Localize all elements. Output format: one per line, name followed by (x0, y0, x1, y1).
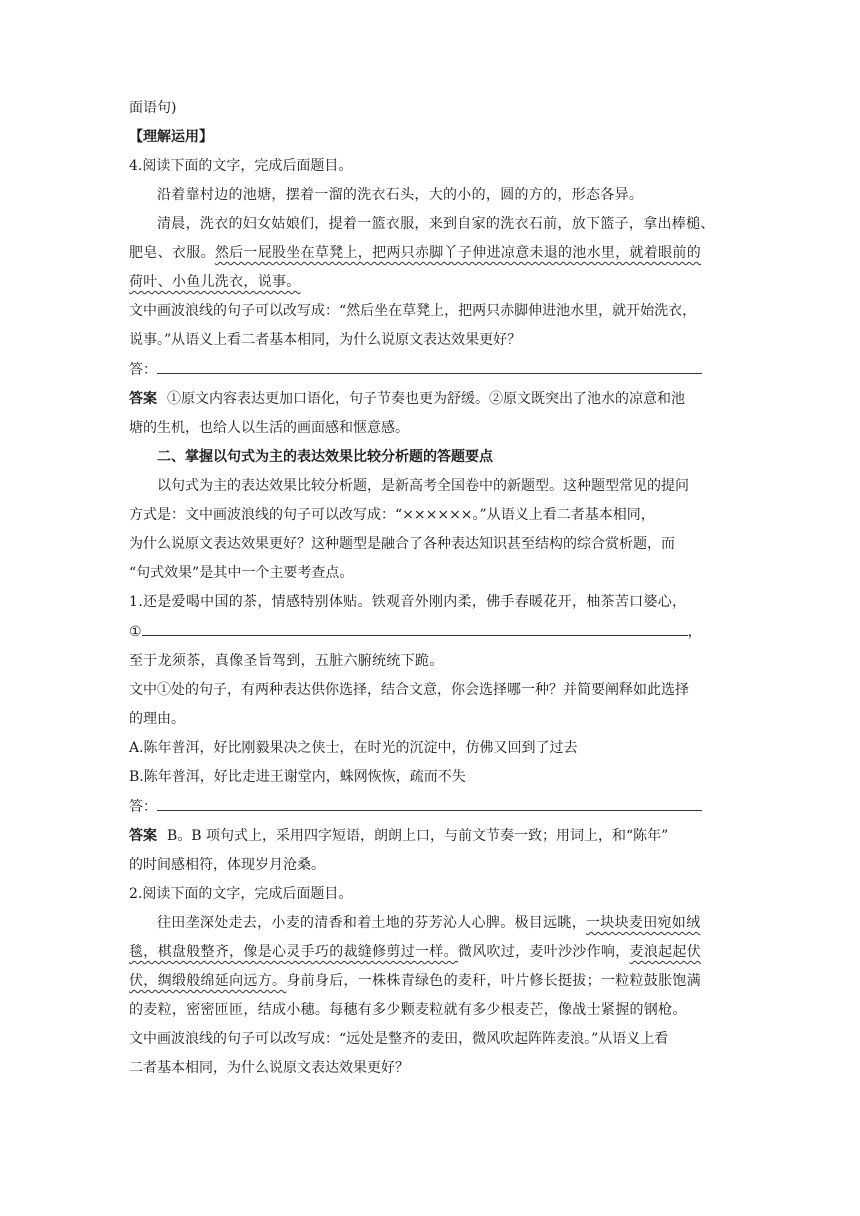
wavy-underlined-text: 然后一屁股坐在草凳上，把两只赤脚丫子伸进凉意未退的池水里，就着眼前的 (214, 245, 702, 261)
answer-prompt: 答： (129, 799, 157, 815)
text-line: 面语句) (129, 100, 177, 116)
blank-comma: ， (687, 624, 702, 640)
section-label: 【理解运用】 (129, 129, 213, 145)
passage-text: 肥皂、衣服。 (129, 245, 215, 261)
passage-text: 身前身后，一株株青绿色的麦秆，叶片修长挺拔；一粒粒鼓胀饱满 (286, 973, 702, 989)
answer-text: B。B 项句式上，采用四字短语，朗朗上口，与前文节奏一致；用词上，和“陈年” (167, 828, 669, 844)
question-line: 二者基本相同，为什么说原文表达效果更好？ (129, 1060, 409, 1076)
answer-text-line (129, 826, 741, 846)
answer-line (129, 359, 741, 380)
passage-line: 至于龙须茶，真像圣旨驾到，五脏六腑统统下跪。 (129, 653, 444, 669)
answer-line (129, 796, 741, 817)
question-line: 的理由。 (129, 711, 185, 727)
fill-blank-line (129, 621, 741, 642)
answer-blank (157, 796, 702, 811)
answer-text-line: 的时间感相符，体现岁月沧桑。 (129, 857, 325, 873)
question-line: 文中画波浪线的句子可以改写成：“远处是整齐的麦田，微风吹起阵阵麦浪。”从语义上看 (129, 1031, 669, 1047)
passage-line (129, 272, 741, 292)
body-line: 为什么说原文表达效果更好？这种题型是融合了各种表达知识甚至结构的综合赏析题，而 (129, 536, 675, 552)
question-title: 2.阅读下面的文字，完成后面题目。 (129, 886, 353, 902)
passage-line: 1.还是爱喝中国的茶，情感特别体贴。铁观音外刚内柔，佛手春暖花开，柚茶苦口婆心， (129, 594, 687, 610)
fill-blank (142, 621, 688, 636)
answer-blank (157, 359, 702, 374)
wavy-underlined-text: 麦浪起起伏 (629, 944, 702, 960)
passage-line: 的麦粒，密密匝匝，结成小穗。每穗有多少颗麦粒就有多少根麦芒，像战士紧握的钢枪。 (129, 1002, 687, 1018)
wavy-underlined-text: 伏，绸缎般绵延向远方。 (129, 973, 287, 989)
option-a: A.陈年普洱，好比刚毅果决之侠士，在时光的沉淀中，仿佛又回到了过去 (129, 740, 578, 756)
answer-text-line (129, 389, 741, 409)
wavy-underlined-text: 毯，棋盘般整齐，像是心灵手巧的裁缝修剪过一样。 (129, 944, 458, 960)
section-heading: 二、掌握以句式为主的表达效果比较分析题的答题要点 (157, 449, 493, 465)
blank-marker: ① (129, 624, 142, 640)
passage-line: 清晨，洗衣的妇女姑娘们，提着一篮衣服，来到自家的洗衣石前，放下篮子，拿出棒槌、 (157, 216, 715, 232)
wavy-underlined-text: 一块块麦田宛如绒 (586, 915, 701, 931)
question-line: 文中画波浪线的句子可以改写成：“然后坐在草凳上，把两只赤脚伸进池水里，就开始洗衣， (129, 303, 697, 319)
passage-text: 微风吹过，麦叶沙沙作响， (457, 944, 630, 960)
question-title: 4.阅读下面的文字，完成后面题目。 (129, 158, 353, 174)
option-b: B.陈年普洱，好比走进王谢堂内，蛛网恢恢，疏而不失 (129, 769, 466, 785)
passage-line (129, 913, 741, 933)
passage-text: 往田垄深处走去，小麦的清香和着土地的芬芳沁人心脾。极目远眺， (157, 915, 586, 931)
answer-text-line: 塘的生机，也给人以生活的画面感和惬意感。 (129, 420, 409, 436)
body-line: “句式效果”是其中一个主要考查点。 (129, 565, 354, 581)
body-line: 以句式为主的表达效果比较分析题，是新高考全国卷中的新题型。这种题型常见的提问 (157, 478, 689, 494)
question-line: 说事。”从语义上看二者基本相同，为什么说原文表达效果更好？ (129, 332, 522, 348)
body-line: 方式是：文中画波浪线的句子可以改写成：“××××××。”从语义上看二者基本相同， (129, 507, 655, 523)
passage-line (129, 971, 741, 991)
answer-text: ①原文内容表达更加口语化，句子节奏也更为舒缓。②原文既突出了池水的凉意和池 (167, 391, 685, 407)
wavy-underlined-text: 荷叶、小鱼儿洗衣，说事。 (129, 274, 301, 290)
passage-line: 沿着靠村边的池塘，摆着一溜的洗衣石头，大的小的，圆的方的，形态各异。 (157, 187, 644, 203)
question-line: 文中①处的句子，有两种表达供你选择，结合文意，你会选择哪一种？并简要阐释如此选择 (129, 682, 689, 698)
answer-tag: 答案 (129, 391, 157, 407)
document-page (129, 98, 741, 1087)
passage-line (129, 942, 741, 962)
answer-tag: 答案 (129, 828, 157, 844)
passage-line (129, 243, 741, 263)
answer-prompt: 答： (129, 362, 157, 378)
